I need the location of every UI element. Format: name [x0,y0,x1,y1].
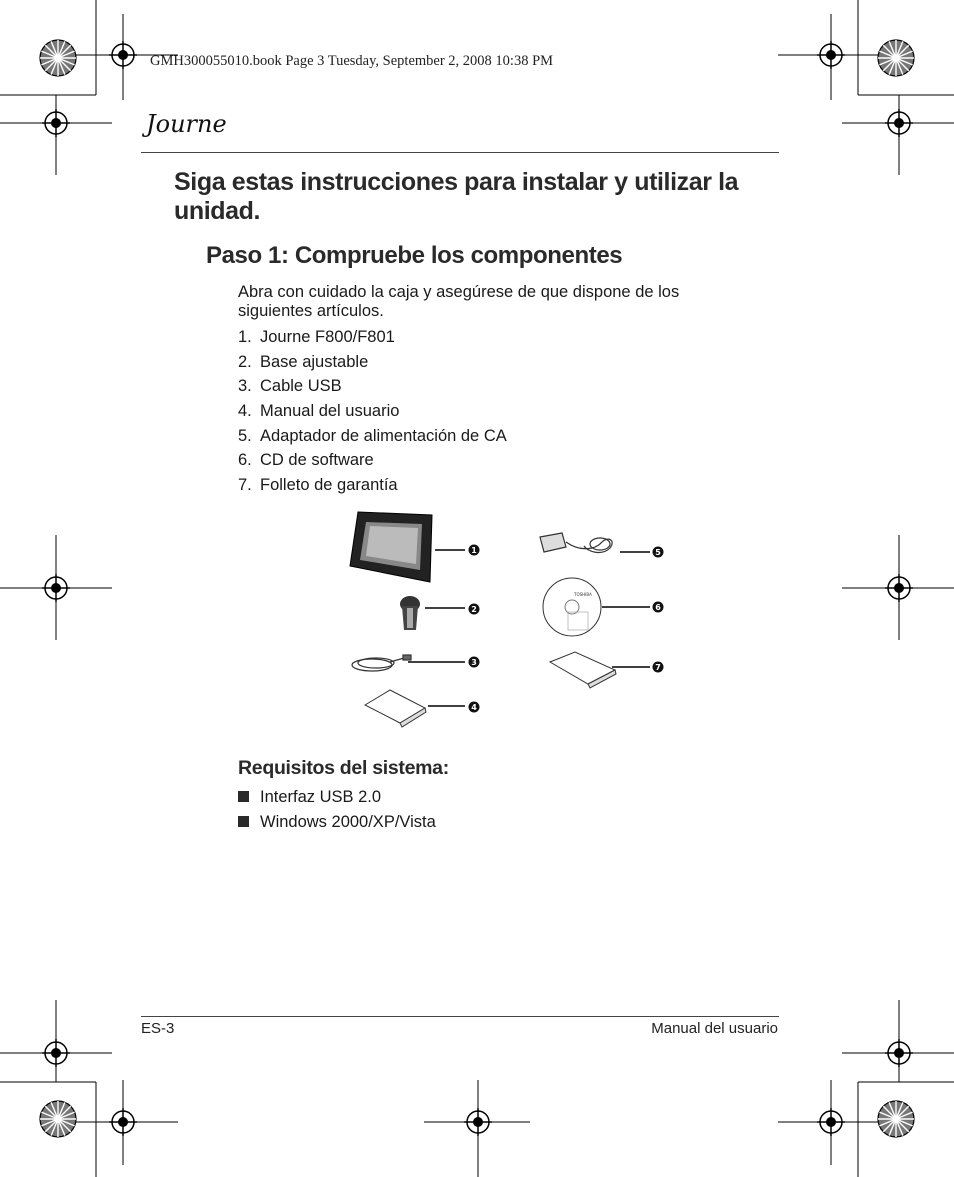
step-heading: Paso 1: Compruebe los componentes [206,242,623,269]
footer-rule [141,1016,779,1017]
list-item: 6. CD de software [238,451,374,470]
list-item: 2. Base ajustable [238,352,369,371]
components-list [238,326,507,499]
components-illustration [340,500,680,740]
list-item: 1. Journe F800/F801 [238,328,395,346]
square-bullet-icon [238,816,249,827]
svg-text:Journe: Journe [146,110,227,138]
list-item: 4. Manual del usuario [238,402,400,421]
svg-text:2: 2 [471,605,477,614]
header-rule [141,152,779,153]
list-item: Windows 2000/XP/Vista [238,811,436,836]
callout-4 [469,702,480,713]
requirements-heading: Requisitos del sistema: [238,757,449,779]
callout-5 [653,547,664,558]
stand-illustration [400,596,420,630]
list-item: 3. Cable USB [238,377,342,396]
svg-text:TOSHIBA: TOSHIBA [574,592,592,597]
callout-3 [469,657,480,668]
list-item: Interfaz USB 2.0 [238,786,436,811]
intro-paragraph: Abra con cuidado la caja y asegúrese de que dispone de los siguientes artículos. [238,283,680,320]
callout-6 [653,602,664,613]
svg-text:5: 5 [655,548,661,557]
callout-2 [469,604,480,615]
svg-text:4: 4 [471,703,477,712]
print-job-header: GMH300055010.book Page 3 Tuesday, September 2, 2008 10:38 PM [150,53,554,69]
svg-text:1: 1 [471,546,477,555]
ac-adapter-illustration [540,533,612,552]
journe-logo [144,110,227,154]
svg-text:6: 6 [655,603,661,612]
svg-text:7: 7 [655,663,661,672]
photo-frame-illustration [350,512,432,582]
page-title: Siga estas instrucciones para instalar y utilizar la unidad. [174,168,739,225]
usb-cable-illustration [352,655,411,671]
callout-1 [469,545,480,556]
footer-title: Manual del usuario [651,1020,778,1037]
page-number: ES-3 [141,1020,175,1037]
list-item: 7. Folleto de garantía [238,476,398,495]
list-item: 5. Adaptador de alimentación de CA [238,426,507,445]
callout-7 [653,662,664,673]
manual-illustration [365,690,426,727]
svg-text:3: 3 [471,658,477,667]
square-bullet-icon [238,791,249,802]
software-cd-illustration [543,578,601,636]
warranty-booklet-illustration [550,652,616,688]
requirements-list [238,786,436,835]
